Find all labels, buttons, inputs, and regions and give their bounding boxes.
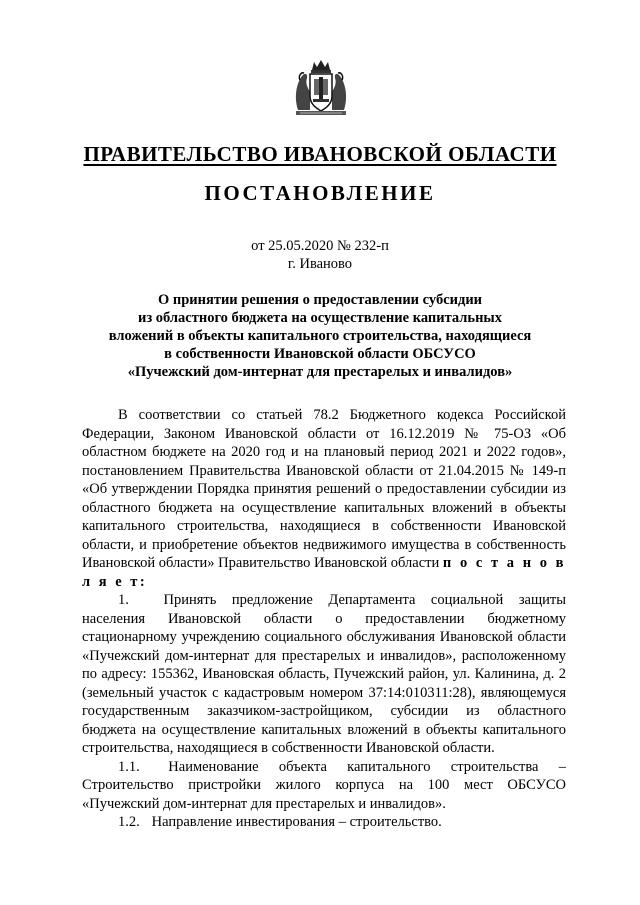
document-date-number: от 25.05.2020 № 232-п <box>251 238 389 254</box>
document-city: г. Иваново <box>287 256 353 272</box>
clause-paragraph <box>82 758 566 814</box>
clause-number: 1.2. <box>118 814 140 830</box>
coat-of-arms-icon <box>292 58 350 118</box>
title-line: О принятии решения о предоставлении субсидии <box>157 292 483 308</box>
title-line: «Пучежский дом-интернат для престарелых и инвалидов» <box>127 364 513 380</box>
preamble-text: В соответствии со статьей 78.2 Бюджетного кодекса Российской Федерации, Законом Ивановской области от 16.12.2019 № 75-ОЗ «Об областном бюджете на 2020 год и на плановый период 2021 и 2022 годов», постановлением Правительства Ивановской области от 21.04.2015 № 149-п «Об утверждении Порядка принятия решений о предоставлении субсидии из областного бюджета на осуществление капитальных вложений в объекты капитального строительства, находящиеся в собственности Ивановской области, и приобретение объектов недвижимого имущества в собственность Ивановской области» Правительство Ивановской области <box>82 407 566 571</box>
title-line: из областного бюджета на осуществление капитальных <box>137 310 503 326</box>
clause-paragraph <box>82 813 566 832</box>
clause-number: 1. <box>118 592 129 608</box>
document-title <box>90 291 550 381</box>
organization-heading: ПРАВИТЕЛЬСТВО ИВАНОВСКОЙ ОБЛАСТИ <box>83 142 557 166</box>
title-line: вложений в объекты капитального строительства, находящиеся <box>108 328 532 344</box>
title-line: в собственности Ивановской области ОБСУСО <box>164 346 476 362</box>
clause-paragraph <box>82 591 566 758</box>
preamble-paragraph <box>82 406 566 591</box>
document-type-heading: ПОСТАНОВЛЕНИЕ <box>204 181 436 205</box>
document-body <box>82 406 566 832</box>
resolves-phrase: п о с т а н о в л я е т: <box>82 555 567 590</box>
clause-number: 1.1. <box>118 758 140 775</box>
clause-text: Направление инвестирования – строительство. <box>151 814 442 830</box>
clause-text: Наименование объекта капитального строительства – Строительство пристройки жилого корпуса на 100 мест ОБСУСО «Пучежский дом-интернат для престарелых и инвалидов». <box>82 758 566 812</box>
clause-text: Принять предложение Департамента социальной защиты населения Ивановской области о предоставлении бюджетному стационарному учреждению социального обслуживания Ивановской области «Пучежский дом-интернат для престарелых и инвалидов», расположенному по адресу: 155362, Ивановская область, Пучежский район, ул. Калинина, д. 2 (земельный участок с кадастровым номером 37:14:010311:28), являющемуся государственным заказчиком-застройщиком, субсидии из областного бюджета на осуществление капитальных вложений в объекты капитального строительства, находящиеся в собственности Ивановской области. <box>82 592 566 756</box>
